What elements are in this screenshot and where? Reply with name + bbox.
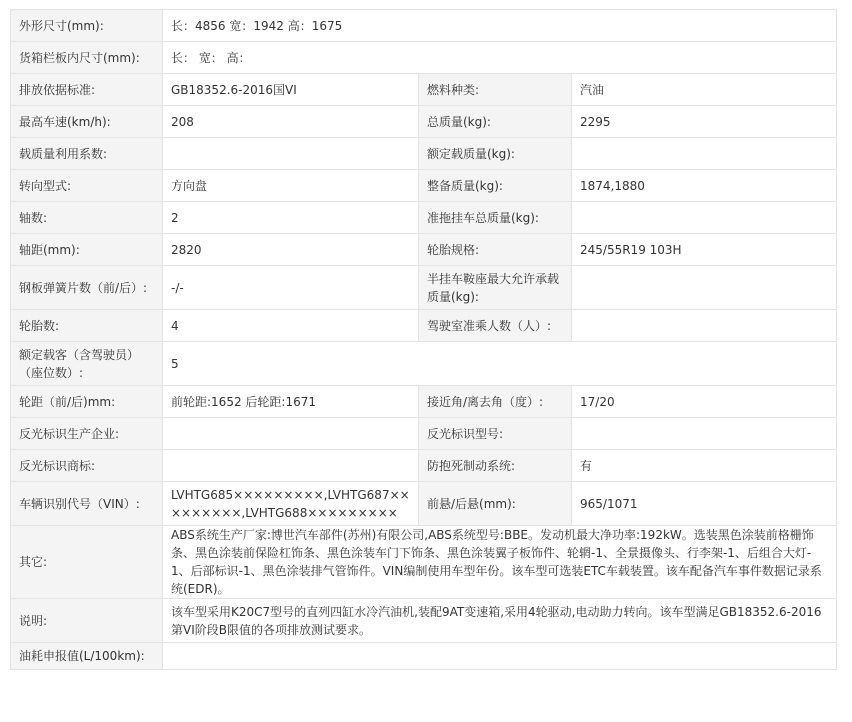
spec-label: 反光标识商标:	[11, 450, 163, 482]
spec-row	[11, 74, 837, 106]
spec-value: 5	[163, 342, 837, 386]
spec-label: 轴距(mm):	[11, 234, 163, 266]
spec-value: 2	[163, 202, 419, 234]
spec-label: 轮距（前/后)mm:	[11, 386, 163, 418]
spec-value: 方向盘	[163, 170, 419, 202]
spec-value: 4	[163, 310, 419, 342]
spec-label: 最高车速(km/h):	[11, 106, 163, 138]
spec-value	[572, 310, 837, 342]
spec-label: 油耗申报值(L/100km):	[11, 643, 163, 670]
spec-value: 2295	[572, 106, 837, 138]
spec-row	[11, 138, 837, 170]
spec-row	[11, 342, 837, 386]
spec-label: 轮胎数:	[11, 310, 163, 342]
spec-row	[11, 170, 837, 202]
spec-value: GB18352.6-2016国VI	[163, 74, 419, 106]
spec-value: LVHTG685×××××××××,LVHTG687×××××××××,LVHTG688×××××××××	[163, 482, 419, 526]
spec-value	[572, 266, 837, 310]
spec-value: 长： 宽： 高：	[163, 42, 837, 74]
spec-label: 排放依据标准:	[11, 74, 163, 106]
spec-value	[572, 138, 837, 170]
spec-label: 外形尺寸(mm):	[11, 10, 163, 42]
spec-label: 说明:	[11, 599, 163, 643]
spec-value: 965/1071	[572, 482, 837, 526]
spec-label: 载质量利用系数:	[11, 138, 163, 170]
spec-label: 货箱栏板内尺寸(mm):	[11, 42, 163, 74]
spec-label: 准拖挂车总质量(kg):	[419, 202, 572, 234]
spec-value	[572, 418, 837, 450]
spec-row	[11, 106, 837, 138]
spec-label: 反光标识型号:	[419, 418, 572, 450]
spec-row	[11, 10, 837, 42]
spec-value: 17/20	[572, 386, 837, 418]
spec-value: 有	[572, 450, 837, 482]
spec-label: 额定载客（含驾驶员）（座位数）:	[11, 342, 163, 386]
spec-value	[163, 418, 419, 450]
spec-value: 汽油	[572, 74, 837, 106]
spec-row	[11, 234, 837, 266]
spec-value	[572, 202, 837, 234]
spec-table	[10, 9, 837, 670]
spec-label: 前悬/后悬(mm):	[419, 482, 572, 526]
spec-value	[163, 138, 419, 170]
spec-row	[11, 418, 837, 450]
spec-row	[11, 310, 837, 342]
spec-label: 整备质量(kg):	[419, 170, 572, 202]
spec-label: 钢板弹簧片数（前/后）:	[11, 266, 163, 310]
spec-row	[11, 526, 837, 599]
spec-label: 轮胎规格:	[419, 234, 572, 266]
spec-label: 总质量(kg):	[419, 106, 572, 138]
spec-label: 车辆识别代号（VIN）:	[11, 482, 163, 526]
spec-label: 接近角/离去角（度）:	[419, 386, 572, 418]
spec-label: 驾驶室准乘人数（人）:	[419, 310, 572, 342]
spec-value: 1874,1880	[572, 170, 837, 202]
spec-row	[11, 643, 837, 670]
spec-label: 额定载质量(kg):	[419, 138, 572, 170]
spec-row	[11, 386, 837, 418]
spec-label: 其它:	[11, 526, 163, 599]
spec-value	[163, 643, 837, 670]
spec-label: 燃料种类:	[419, 74, 572, 106]
spec-label: 防抱死制动系统:	[419, 450, 572, 482]
spec-label: 反光标识生产企业:	[11, 418, 163, 450]
spec-row	[11, 266, 837, 310]
spec-row	[11, 599, 837, 643]
vehicle-spec-sheet	[10, 9, 836, 670]
spec-value: 前轮距:1652 后轮距:1671	[163, 386, 419, 418]
spec-value	[163, 450, 419, 482]
spec-label: 转向型式:	[11, 170, 163, 202]
spec-row	[11, 42, 837, 74]
spec-row	[11, 450, 837, 482]
spec-value: ABS系统生产厂家:博世汽车部件(苏州)有限公司,ABS系统型号:BBE。发动机最大净功率:192kW。选装黑色涂装前格栅饰条、黑色涂装前保险杠饰条、黑色涂装车门下饰条、黑色涂装翼子板饰件、轮辋-1、全景摄像头、行李架-1、后组合大灯-1、后部标识-1、黑色涂装排气管饰件。VIN编制使用车型年份。该车型可选装ETC车载装置。该车配备汽车事件数据记录系统(EDR)。	[163, 526, 837, 599]
spec-value: 2820	[163, 234, 419, 266]
spec-value: 208	[163, 106, 419, 138]
spec-value: -/-	[163, 266, 419, 310]
spec-row	[11, 202, 837, 234]
spec-value: 245/55R19 103H	[572, 234, 837, 266]
spec-label: 半挂车鞍座最大允许承载质量(kg):	[419, 266, 572, 310]
spec-row	[11, 482, 837, 526]
spec-value: 长：4856 宽：1942 高：1675	[163, 10, 837, 42]
spec-label: 轴数:	[11, 202, 163, 234]
spec-value: 该车型采用K20C7型号的直列四缸水冷汽油机,装配9AT变速箱,采用4轮驱动,电动助力转向。该车型满足GB18352.6-2016第VI阶段B限值的各项排放测试要求。	[163, 599, 837, 643]
